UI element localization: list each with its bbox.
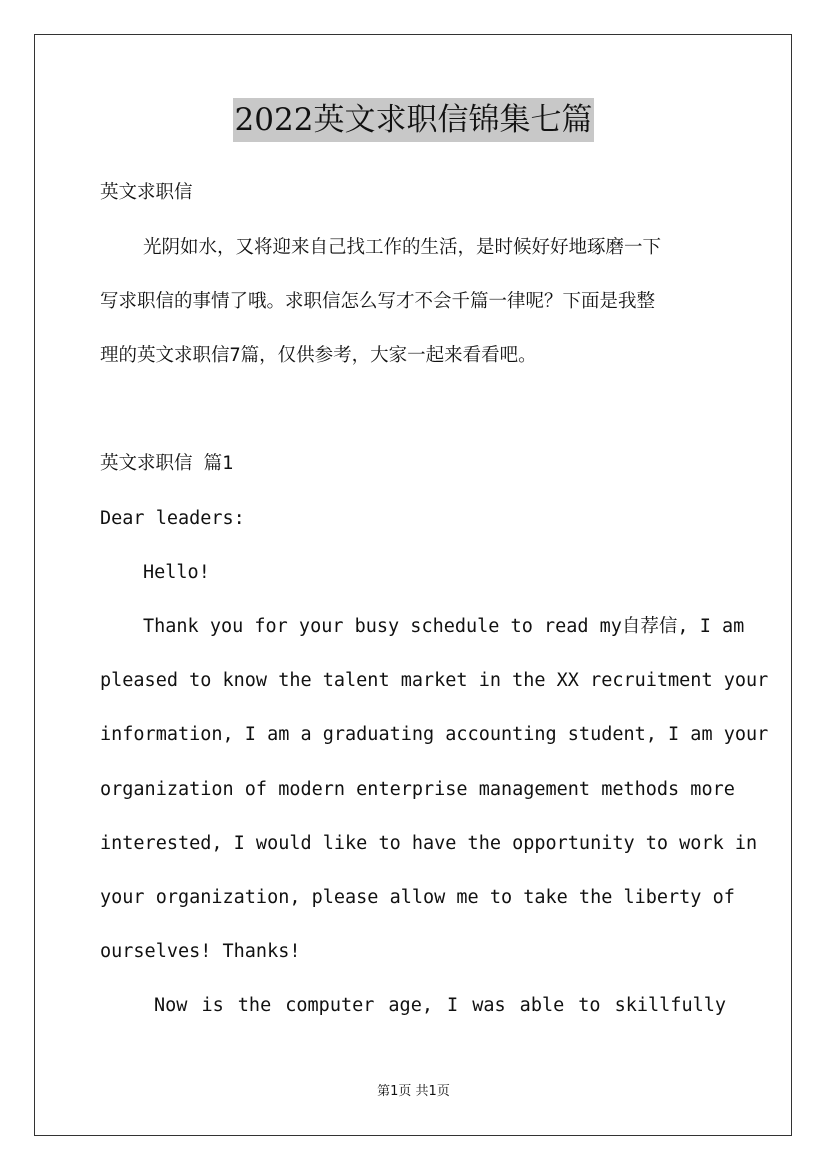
intro-line-2: 写求职信的事情了哦。求职信怎么写才不会千篇一律呢？下面是我整 (100, 291, 656, 312)
body-line-7: ourselves! Thanks! (100, 941, 301, 962)
body-line-6: your organization, please allow me to take the liberty of (100, 887, 735, 908)
body-line-1: Thank you for your busy schedule to read my自荐信, I am (143, 616, 745, 637)
body-line-5: interested, I would like to have the opportunity to work in (100, 833, 758, 854)
body-line-8: Now is the computer age, I was able to skillfully (154, 995, 726, 1016)
page-footer: 第1页 共1页 (377, 1084, 450, 1099)
document-title: 2022英文求职信锦集七篇 (233, 98, 595, 142)
greeting: Hello! (143, 562, 210, 583)
body-line-2: pleased to know the talent market in the XX recruitment your (100, 670, 769, 691)
intro-heading: 英文求职信 (100, 182, 193, 203)
body-line-4: organization of modern enterprise management methods more (100, 779, 735, 800)
body-line-3: information, I am a graduating accounting student, I am your (100, 724, 769, 745)
intro-line-3: 理的英文求职信7篇，仅供参考，大家一起来看看吧。 (100, 345, 537, 366)
salutation: Dear leaders: (100, 508, 245, 529)
section-heading: 英文求职信 篇1 (100, 453, 234, 474)
intro-line-1: 光阴如水，又将迎来自己找工作的生活，是时候好好地琢磨一下 (143, 237, 662, 258)
title-container (0, 98, 827, 142)
